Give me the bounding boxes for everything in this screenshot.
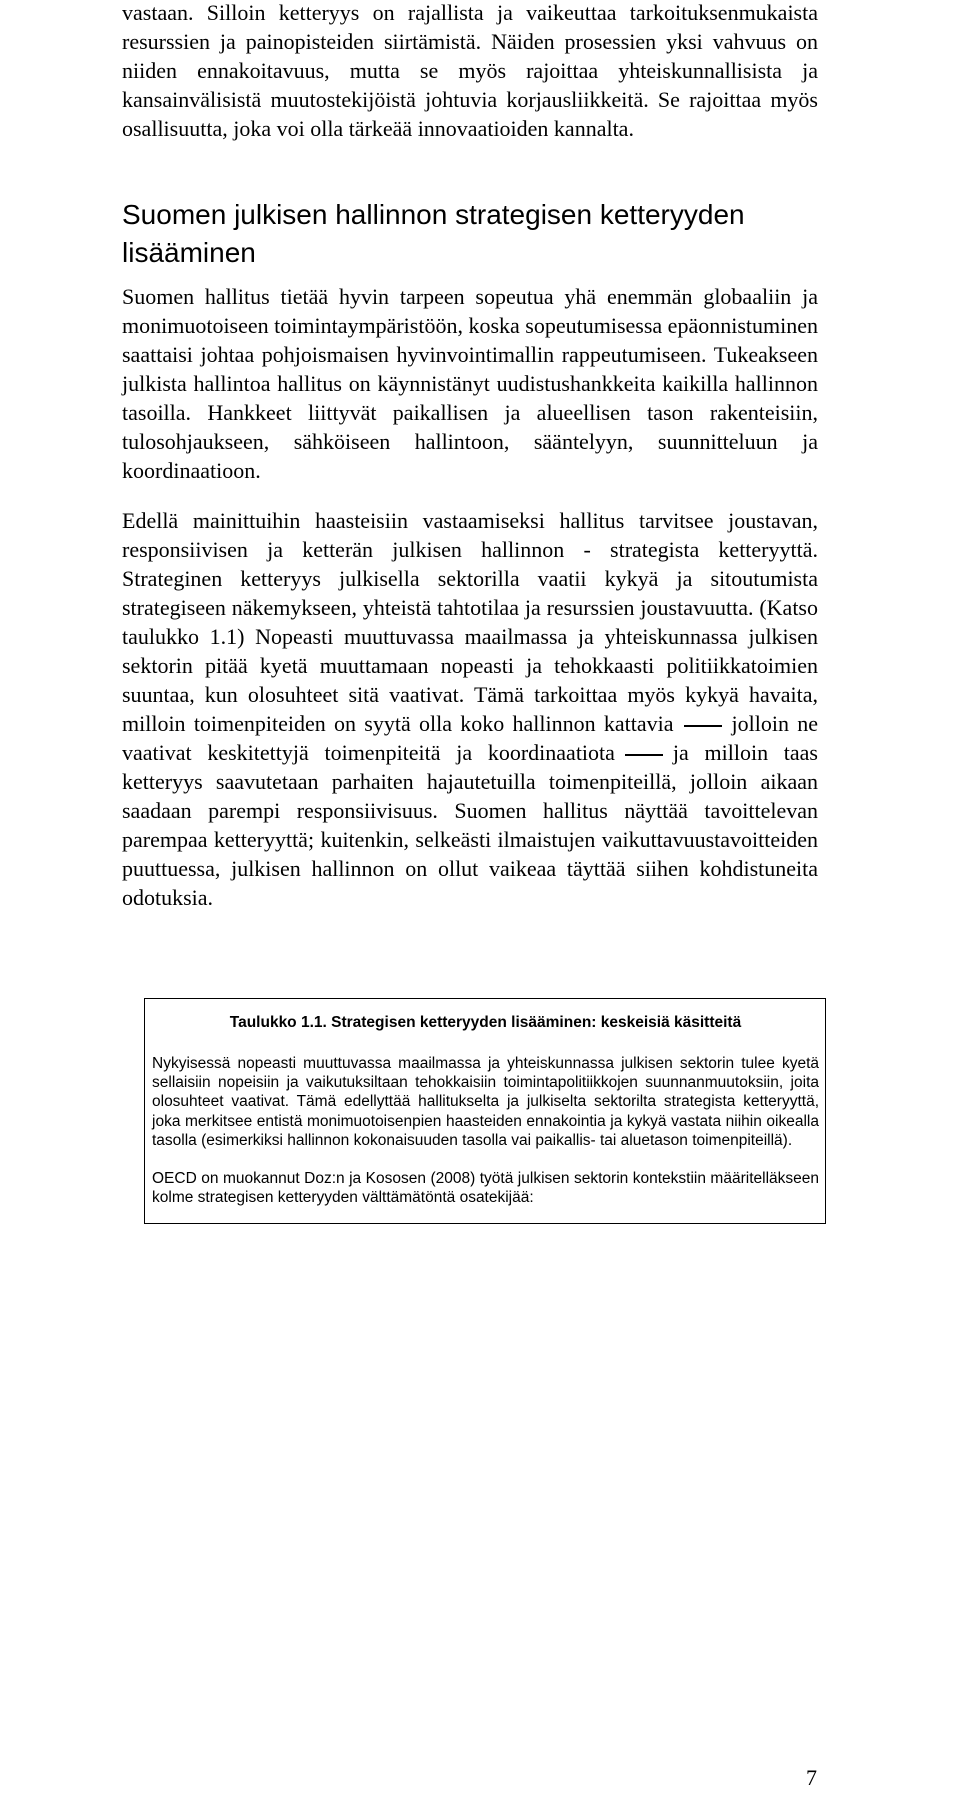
table-box <box>144 998 826 1224</box>
section-paragraph-2-part-3: ja milloin taas ketteryys saavutetaan parhaiten hajautetuilla toimenpiteillä, jolloin aikaan saadaan parempi responsiivisuus. Suomen hallitus näyttää tavoittelevan parempaa ketteryyttä; kuitenkin, selkeästi ilmaistujen vaikuttavuustavoitteiden puuttuessa, julkisen hallinnon on ollut vaikeaa täyttää siihen kohdistuneita odotuksia. <box>122 740 818 910</box>
section-heading: Suomen julkisen hallinnon strategisen ketteryyden lisääminen <box>122 199 745 268</box>
table-paragraph-1: Nykyisessä nopeasti muuttuvassa maailmassa ja yhteiskunnassa julkisen sektorin tulee kyetä sellaisiin nopeisiin ja vaikutuksiltaan tehokkaisiin toimintapolitiikkojen suunnanmuutoksiin, joita olosuhteet vaativat. Tämä edellyttää hallitukselta ja julkiselta sektorilta strategista ketteryyttä, joka merkitsee entistä monimuotoisenpien haasteiden ennakointia ja kykyä vastata niihin oikealla tasolla (esimerkiksi hallinnon kokonaisuuden tasolla vai paikallis- tai aluetason toimenpiteillä). <box>152 1055 819 1149</box>
page-number: 7 <box>806 1765 817 1790</box>
section-paragraph-2-part-2: jolloin ne vaativat keskitettyjä toimenpiteitä ja koordinaatiota <box>122 711 818 765</box>
em-dash <box>625 754 663 756</box>
table-paragraph-2: OECD on muokannut Doz:n ja Kososen (2008) työtä julkisen sektorin kontekstiin määritelläkseen kolme strategisen ketteryyden välttämätöntä osatekijää: <box>152 1170 819 1207</box>
table-title: Taulukko 1.1. Strategisen ketteryyden lisääminen: keskeisiä käsitteitä <box>229 1014 742 1031</box>
top-paragraph: vastaan. Silloin ketteryys on rajallista ja vaikeuttaa tarkoituksenmukaista resurssien ja painopisteiden siirtämistä. Näiden prosessien yksi vahvuus on niiden ennakoitavuus, mutta se myös rajoittaa yhteiskunnallisista ja kansainvälisistä muutostekijöistä johtuvia korjausliikkeitä. Se rajoittaa myös osallisuutta, joka voi olla tärkeää innovaatioiden kannalta. <box>122 0 818 141</box>
section-paragraph-2 <box>122 506 818 912</box>
section-paragraph-2-part-1: Edellä mainittuihin haasteisiin vastaamiseksi hallitus tarvitsee joustavan, responsiivisen ja ketterän julkisen hallinnon - strategista ketteryyttä. Strateginen ketteryys julkisella sektorilla vaatii kykyä ja sitoutumista strategiseen näkemykseen, yhteistä tahtotilaa ja resurssien joustavuutta. (Katso taulukko 1.1) Nopeasti muuttuvassa maailmassa ja yhteiskunnassa julkisen sektorin pitää kyetä muuttamaan nopeasti ja tehokkaasti politiikkatoimien suuntaa, kun olosuhteet sitä vaativat. Tämä tarkoittaa myös kykyä havaita, milloin toimenpiteiden on syytä olla koko hallinnon kattavia <box>122 508 818 736</box>
section-paragraph-1: Suomen hallitus tietää hyvin tarpeen sopeutua yhä enemmän globaaliin ja monimuotoiseen toimintaympäristöön, koska sopeutumisessa epäonnistuminen saattaisi johtaa pohjoismaisen hyvinvointimallin rappeutumiseen. Tukeakseen julkista hallintoa hallitus on käynnistänyt uudistushankkeita kaikilla hallinnon tasoilla. Hankkeet liittyvät paikallisen ja alueellisen tason rakenteisiin, tulosohjaukseen, sähköiseen hallintoon, sääntelyyn, suunnitteluun ja koordinaatioon. <box>122 284 818 483</box>
em-dash <box>684 725 722 727</box>
